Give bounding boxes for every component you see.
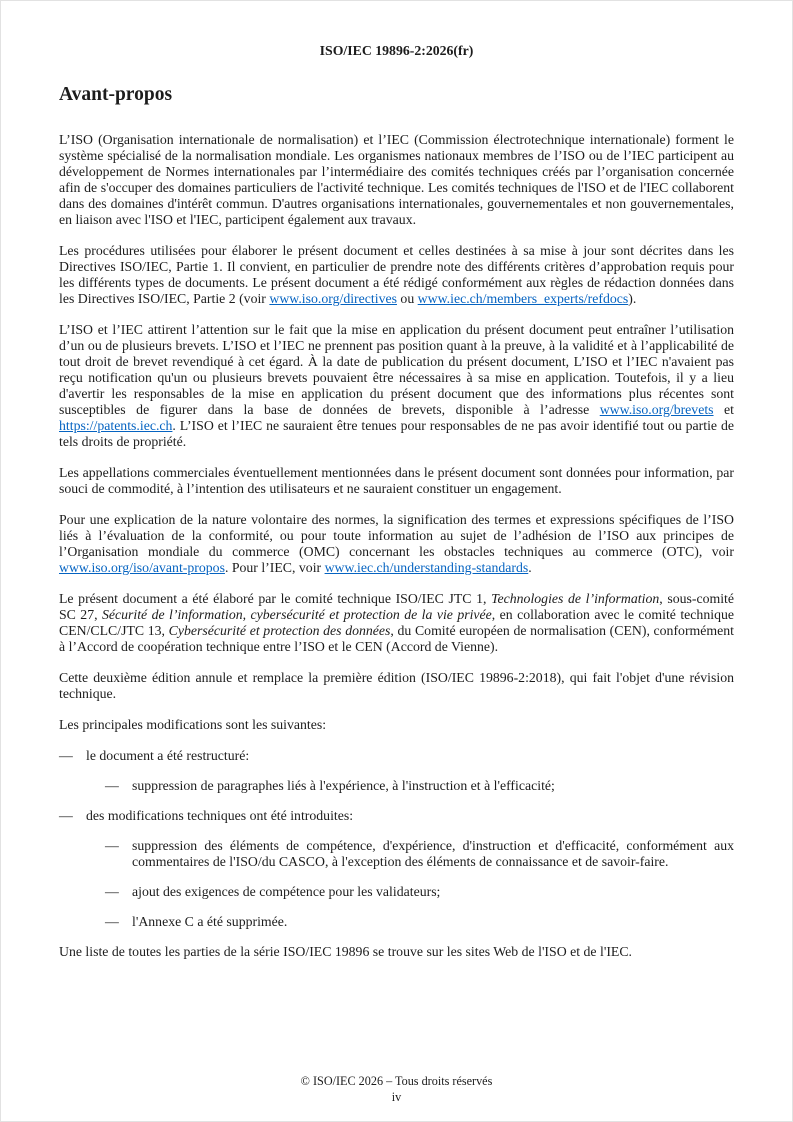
document-reference: ISO/IEC 19896-2:2026(fr) [319,43,474,58]
hyperlink[interactable]: www.iso.org/iso/avant-propos [59,560,225,575]
text-run: Les procédures utilisées pour élaborer le présent document et celles destinées à sa mise à jour sont décrites dans les Directives ISO/IEC, Partie 1. Il convient, en particulier de prendre note des différents critères d’approbation requis pour les différents types de documents. Le présent document a été rédigé conformément aux règles de rédaction données dans les Directives ISO/IEC, Partie 2 (voir [59,243,734,306]
hyperlink[interactable]: https://patents.iec.ch [59,418,173,433]
italic-text: Cybersécurité et protection des données [168,623,391,638]
paragraph [59,132,734,228]
list-item [105,778,734,794]
list-item-text [132,838,734,870]
text-run: L’ISO et l’IEC attirent l’attention sur le fait que la mise en application du présent document peut entraîner l’utilisation d’un ou de plusieurs brevets. L’ISO et l’IEC ne prennent pas position quant à la preuve, à la validité et à l’applicabilité de tout droit de brevet revendiqué à cet égard. À la date de publication du présent document, L’ISO et l’IEC n'avaient pas reçu notification qu'un ou plusieurs brevets pouvaient être nécessaires à sa mise en application. Toutefois, il y a lieu d'avertir les responsables de la mise en application du présent document que des informations plus récentes sont susceptibles de figurer dans la base de données de brevets, disponible à l’adresse [59,322,734,417]
list-item-text [132,778,734,794]
text-run: Les appellations commerciales éventuellement mentionnées dans le présent document sont données pour information, par souci de commodité, à l’intention des utilisateurs et ne sauraient constituer un engagement. [59,465,734,496]
paragraph [59,243,734,307]
list-item-text [86,748,734,764]
list-dash: — [105,778,119,793]
hyperlink[interactable]: www.iec.ch/members_experts/refdocs [417,291,629,306]
text-run: suppression de paragraphes liés à l'expérience, à l'instruction et à l'efficacité; [132,778,555,793]
text-run: , en collaboration avec le comité technique CEN/CLC/JTC 13, [59,607,734,638]
text-run: . Pour l’IEC, voir [224,560,325,575]
text-run: , du Comité européen de normalisation (CEN), conformément à l’Accord de coopération technique entre l’ISO et le CEN (Accord de Vienne). [59,623,734,654]
paragraph [59,670,734,702]
list-item [59,808,734,824]
list-dash: — [59,808,73,823]
paragraph [59,717,734,733]
text-run: Le présent document a été élaboré par le comité technique ISO/IEC JTC 1, [59,591,492,606]
text-run: l'Annexe C a été supprimée. [132,914,288,929]
text-run: . [528,560,532,575]
text-run: suppression des éléments de compétence, d'expérience, d'instruction et d'efficacité, conformément aux commentaires de l'ISO/du CASCO, à l'exception des éléments de connaissance et de savoir-faire. [132,838,734,869]
paragraph [59,322,734,450]
hyperlink[interactable]: www.iec.ch/understanding-standards [324,560,529,575]
list-item [59,748,734,764]
text-run: Les principales modifications sont les suivantes: [59,717,327,732]
list-dash: — [59,748,73,763]
list-item-text [132,914,734,930]
paragraph [59,944,734,960]
list-item-text [86,808,734,824]
text-run: des modifications techniques ont été introduites: [86,808,354,823]
list-item [105,838,734,870]
page-footer [59,1073,734,1107]
text-run: , sous-comité SC 27, [59,591,735,622]
text-run: Cette deuxième édition annule et remplace la première édition (ISO/IEC 19896-2:2018), qui fait l'objet d'une révision technique. [59,670,734,701]
paragraph [59,465,734,497]
text-run: ou [396,291,418,306]
list-item [105,884,734,900]
italic-text: Technologies de l’information [491,591,660,606]
italic-text: Sécurité de l’information, cybersécurité et protection de la vie privée [101,607,492,622]
list-item-text [132,884,734,900]
text-run: . L’ISO et l’IEC ne sauraient être tenues pour responsables de ne pas avoir identifié tout ou partie de tels droits de propriété. [59,418,734,449]
text-run: Pour une explication de la nature volontaire des normes, la signification des termes et expressions spécifiques de l’ISO liés à l’évaluation de la conformité, ou pour toute information au sujet de l’adhésion de l’ISO aux principes de l’Organisation mondiale du commerce (OMC) concernant les obstacles techniques au commerce (OTC), voir [59,512,734,559]
copyright-notice: © ISO/IEC 2026 – Tous droits réservés [300,1074,493,1088]
hyperlink[interactable]: www.iso.org/directives [269,291,397,306]
list-item [105,914,734,930]
list-dash: — [105,914,119,929]
page-title: Avant-propos [59,84,173,105]
text-run: ). [628,291,637,306]
paragraph [59,512,734,576]
hyperlink[interactable]: www.iso.org/brevets [599,402,714,417]
text-run: le document a été restructuré: [86,748,250,763]
page-number: iv [391,1090,402,1104]
document-body [59,132,734,975]
page-header [59,43,734,59]
list-dash: — [105,884,119,899]
text-run: L’ISO (Organisation internationale de normalisation) et l’IEC (Commission électrotechnique internationale) forment le système spécialisé de la normalisation mondiale. Les organismes nationaux membres de l’ISO ou de l’IEC participent au développement de Normes internationales par l’intermédiaire des comités techniques créés par l’organisation concernée afin de s'occuper des domaines particuliers de l'activité technique. Les comités techniques de l'ISO et de l'IEC collaborent dans des domaines d'intérêt commun. D'autres organisations internationales, gouvernementales et non gouvernementales, en liaison avec l'ISO et l'IEC, participent également aux travaux. [59,132,734,227]
text-run: et [713,402,734,417]
list-dash: — [105,838,119,853]
text-run: ajout des exigences de compétence pour les validateurs; [132,884,441,899]
paragraph [59,591,734,655]
text-run: Une liste de toutes les parties de la série ISO/IEC 19896 se trouve sur les sites Web de l'ISO et de l'IEC. [59,944,632,959]
